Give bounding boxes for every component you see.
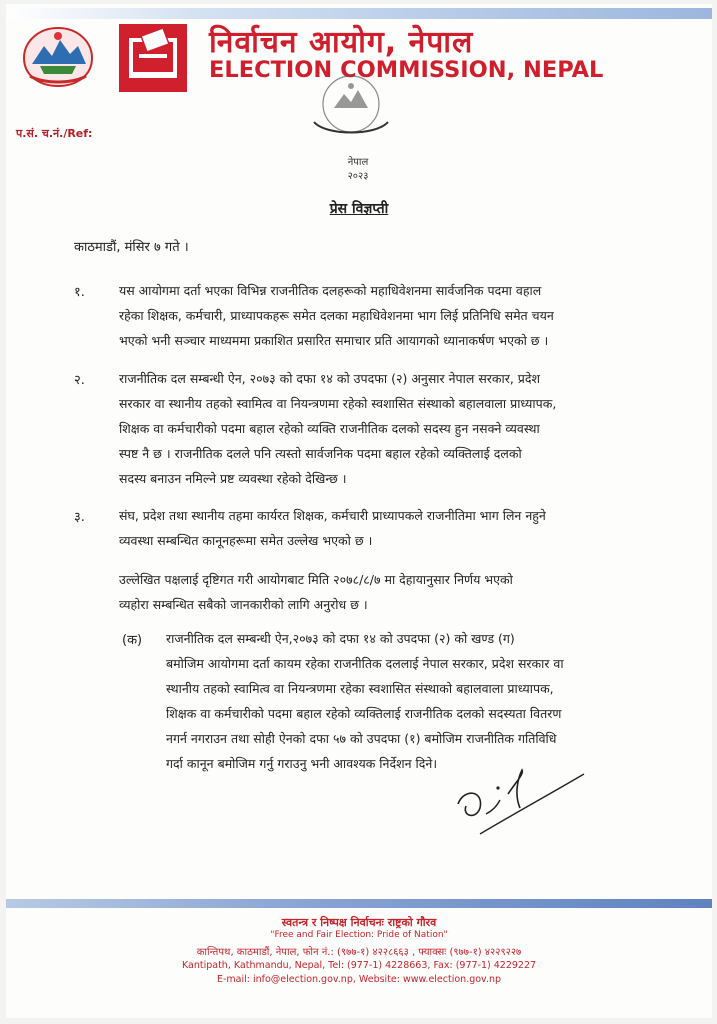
intro-line: व्यहोरा सम्बन्धित सबैको जानकारीको लागि अनुरोध छ ।	[119, 597, 368, 612]
point-line: रहेका शिक्षक, कर्मचारी, प्राध्यापकहरू समेत दलका महाधिवेशनमा भाग लिई प्रतिनिधि समेत चयन	[119, 308, 554, 323]
date-line: काठमाडौं, मंसिर ७ गते ।	[74, 240, 189, 255]
point-text	[119, 278, 639, 353]
footer-address-nepali: कान्तिपथ, काठमाडौं, नेपाल, फोन नं.: (९७७-१) ४२२८६६३ , फ्याक्सः (९७७-१) ४२२९२२७	[196, 947, 522, 958]
decision-line: नगर्न नगराउन तथा सोही ऐनको दफा ५७ को उपदफा (१) बमोजिम राजनीतिक गतिविधि	[166, 731, 557, 746]
decision-label: (क)	[122, 633, 143, 648]
ballot-box-icon	[119, 24, 187, 92]
point-line: भएको भनी सञ्चार माध्यममा प्रकाशित प्रसारित समाचार प्रति आयागको ध्यानाकर्षण भएको छ ।	[119, 333, 549, 348]
page-title	[6, 199, 712, 218]
point-line: यस आयोगमा दर्ता भएका विभिन्न राजनीतिक दलहरूको महाधिवेशनमा सार्वजनिक पदमा वहाल	[119, 283, 542, 298]
decision-text	[166, 626, 641, 776]
nepal-emblem-icon	[20, 24, 96, 90]
stamp-line-1: नेपाल	[347, 157, 369, 168]
footer-address-english: Kantipath, Kathmandu, Nepal, Tel: (977-1) 4228663, Fax: (977-1) 4229227	[181, 960, 537, 971]
decision-line: स्थानीय तहको स्वामित्व वा नियन्त्रणमा रहेका स्वशासित संस्थाको बहालवाला प्राध्यापक,	[166, 681, 554, 696]
point-text	[119, 366, 639, 491]
point-number: १.	[74, 285, 85, 300]
commission-title-english: ELECTION COMMISSION, NEPAL	[209, 57, 604, 83]
header-stripe	[6, 8, 712, 19]
stamp-text	[328, 154, 388, 182]
decision-line: गर्दा कानून बमोजिम गर्नु गराउनु भनी आवश्यक निर्देशन दिने।	[166, 756, 438, 771]
point-number: ३.	[74, 510, 85, 525]
decision-intro	[119, 567, 639, 617]
decision-line: बमोजिम आयोगमा दर्ता कायम रहेका राजनीतिक दललाई नेपाल सरकार, प्रदेश सरकार वा	[166, 656, 564, 671]
election-commission-logo	[119, 24, 187, 92]
point-line: शिक्षक वा कर्मचारीको पदमा बहाल रहेको व्यक्ति राजनीतिक दलको सदस्य हुन नसक्ने व्यवस्था	[119, 421, 540, 436]
letter-page	[6, 4, 712, 1018]
footer-contact: E-mail: info@election.gov.np, Website: www.election.gov.np	[216, 974, 502, 985]
decision-line: शिक्षक वा कर्मचारीको पदमा बहाल रहेको व्यक्तिलाई राजनीतिक दलको सदस्यता वितरण	[166, 706, 562, 721]
decision-line: राजनीतिक दल सम्बन्धी ऐन,२०७३ को दफा १४ को उपदफा (२) को खण्ड (ग)	[166, 631, 515, 646]
point-line: व्यवस्था सम्बन्धित कानूनहरूमा समेत उल्लेख भएको छ ।	[119, 533, 373, 548]
point-line: सरकार वा स्थानीय तहको स्वामित्व वा नियन्त्रणमा रहेको स्वशासित संस्थाको बहालवाला प्राध्यापक,	[119, 396, 557, 411]
stamp-line-2: २०२३	[347, 171, 369, 182]
commission-title-nepali: निर्वाचन आयोग, नेपाल	[209, 25, 474, 60]
press-release-heading: प्रेस विज्ञप्ती	[329, 201, 389, 217]
signature	[450, 764, 590, 844]
point-number: २.	[74, 373, 85, 388]
point-text	[119, 503, 639, 553]
point-line: सदस्य बनाउन नमिल्ने प्रष्ट व्यवस्था रहेको देखिन्छ ।	[119, 471, 347, 486]
footer-slogan-nepali: स्वतन्त्र र निष्पक्ष निर्वाचनः राष्ट्रको गौरव	[281, 916, 437, 929]
reference-label: प.सं. च.नं./Ref:	[16, 127, 93, 140]
point-line: संघ, प्रदेश तथा स्थानीय तहमा कार्यरत शिक्षक, कर्मचारी प्राध्यापकले राजनीतिमा भाग लिन नहुने	[119, 508, 546, 523]
footer-slogan-english: "Free and Fair Election: Pride of Nation"	[270, 930, 448, 940]
point-line: राजनीतिक दल सम्बन्धी ऐन, २०७३ को दफा १४ को उपदफा (२) अनुसार नेपाल सरकार, प्रदेश	[119, 371, 541, 386]
intro-line: उल्लेखित पक्षलाई दृष्टिगत गरी आयोगबाट मिति २०७८/८/७ मा देहायानुसार निर्णय भएको	[119, 572, 513, 587]
point-line: स्पष्ट नै छ । राजनीतिक दलले पनि त्यस्तो सार्वजनिक पदमा बहाल रहेको व्यक्तिलाई दलको	[119, 446, 522, 461]
footer-stripe	[6, 899, 712, 908]
